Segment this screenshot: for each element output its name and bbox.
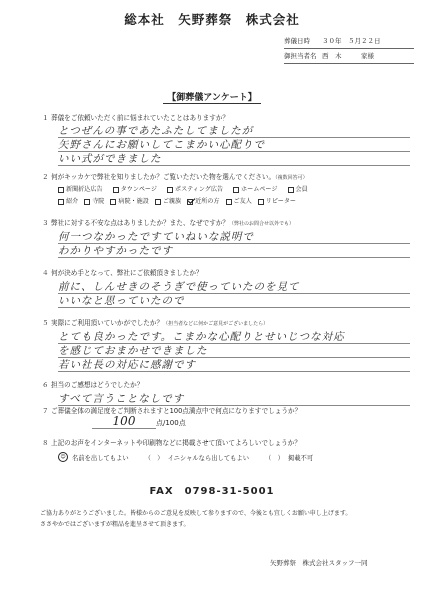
blank-choice[interactable]: （ ） [265, 454, 284, 462]
score-unit: 点/100点 [156, 419, 186, 427]
checkbox[interactable] [110, 199, 116, 205]
fax-number: FAX 0798-31-5001 [149, 486, 275, 497]
signature: 矢野葬祭 株式会社スタッフ一同 [270, 559, 368, 567]
checkbox[interactable] [58, 187, 64, 193]
option-temple[interactable]: 寺院 [84, 196, 104, 208]
publish-options [58, 452, 313, 462]
answer-4-line-1: 前に、しんせきのそうぎで使っていたのを見て [58, 280, 410, 294]
question-8: ８ 上記のお声をインターネットや印刷物などに掲載させて頂いてよろしいでしょうか？ [42, 439, 301, 447]
publish-initial-ok[interactable]: （ ） イニシャルなら出してもよい [144, 454, 250, 462]
option-townpage[interactable]: タウンページ [113, 184, 157, 196]
checkbox-checked[interactable] [187, 199, 193, 205]
option-posting[interactable]: ポスティング広告 [167, 184, 223, 196]
answer-5-line-2: を感じておまかせできました [58, 344, 410, 358]
publish-not-ok[interactable]: （ ） 掲載不可 [265, 454, 314, 462]
answer-1-line-2: 矢野さんにお願いしてこまかい心配りで [58, 138, 410, 152]
answer-3-line-1: 何一つなかったですていねいな説明で [58, 230, 410, 244]
checkbox[interactable] [58, 199, 64, 205]
checkbox[interactable] [288, 187, 294, 193]
answer-6-line-1: すべて言うことなしです [58, 392, 410, 406]
meta-label: 葬儀日時 [284, 37, 310, 45]
source-options [58, 184, 414, 208]
checkbox[interactable] [84, 199, 90, 205]
meta-row-staff [284, 49, 414, 64]
checkbox[interactable] [258, 199, 264, 205]
question-4: ４ 何が決め手となって、弊社にご依頼頂きましたか？ [42, 269, 203, 277]
option-newspaper[interactable]: 新聞折込広告 [58, 184, 103, 196]
question-5: ５ 実際にご利用頂いていかがでしたか？（担当者などに何かご意見がございましたら） [42, 319, 269, 327]
option-member[interactable]: 会員 [288, 184, 308, 196]
meta-row-date [284, 34, 414, 49]
satisfaction-score [92, 414, 186, 429]
option-friend[interactable]: ご友人 [226, 196, 252, 208]
option-repeater[interactable]: リピーター [258, 196, 296, 208]
survey-title: 【御葬儀アンケート】 [0, 90, 424, 103]
smile-icon[interactable]: ☺ [58, 452, 68, 462]
options-row-1 [58, 184, 414, 196]
answer-5-line-3: 若い社長の対応に感謝です [58, 358, 410, 372]
answer-1-line-1: とつぜんの事であたふたしてましたが [58, 124, 410, 138]
meta-value: 西 木 家様 [322, 52, 374, 60]
answer-3-line-2: わかりやすかったです [58, 244, 410, 258]
company-name: 総本社 矢野葬祭 株式会社 [124, 12, 300, 27]
question-2: ２ 何がキッカケで弊社を知りましたか？ご覧いただいた物を選んでください。（複数回答可） [42, 173, 308, 181]
score-value: 100 [92, 414, 156, 429]
blank-choice[interactable]: （ ） [144, 454, 164, 462]
option-hospital[interactable]: 病院・施設 [110, 196, 148, 208]
checkbox[interactable] [233, 187, 239, 193]
option-relatives[interactable]: ご親族 [155, 196, 181, 208]
thanks-message: ご協力ありがとうございました。皆様からのご意見を反映して参りますので、今後とも宜しくお願い申し上げます。 ささやかではございますが粗品を進呈させて頂きます。 [40, 510, 352, 528]
answer-5-line-1: とても良かったです。こまかな心配りとせいじつな対応 [58, 330, 410, 344]
meta-value: ３０年 ５月２２日 [322, 37, 381, 45]
question-3: ３ 弊社に対する不安な点はありましたか？また、なぜですか？（弊社のお問合せ以外でも） [42, 219, 295, 227]
answer-1-line-3: いい式ができました [58, 152, 410, 166]
meta-table [284, 34, 414, 64]
checkbox[interactable] [113, 187, 119, 193]
checkbox[interactable] [167, 187, 173, 193]
publish-name-ok[interactable]: ☺ 名前を出してもよい [58, 452, 129, 462]
answer-4-line-2: いいなと思っていたので [58, 294, 410, 308]
option-neighbor[interactable]: 近所の方 [187, 196, 219, 208]
question-7: ７ ご葬儀全体の満足度をご判断されますと100点満点中で何点になりますでしょうか？ [42, 407, 302, 415]
checkbox[interactable] [155, 199, 161, 205]
options-row-2 [58, 196, 414, 208]
checkbox[interactable] [226, 199, 232, 205]
question-1: １ 葬儀をご依頼いただく前に悩まれていたことはありますか？ [42, 114, 230, 122]
question-6: ６ 担当のご感想はどうでしたか？ [42, 381, 144, 389]
option-referral[interactable]: 紹介 [58, 196, 78, 208]
option-homepage[interactable]: ホームページ [233, 184, 277, 196]
meta-label: 御担当者名 [284, 52, 317, 60]
